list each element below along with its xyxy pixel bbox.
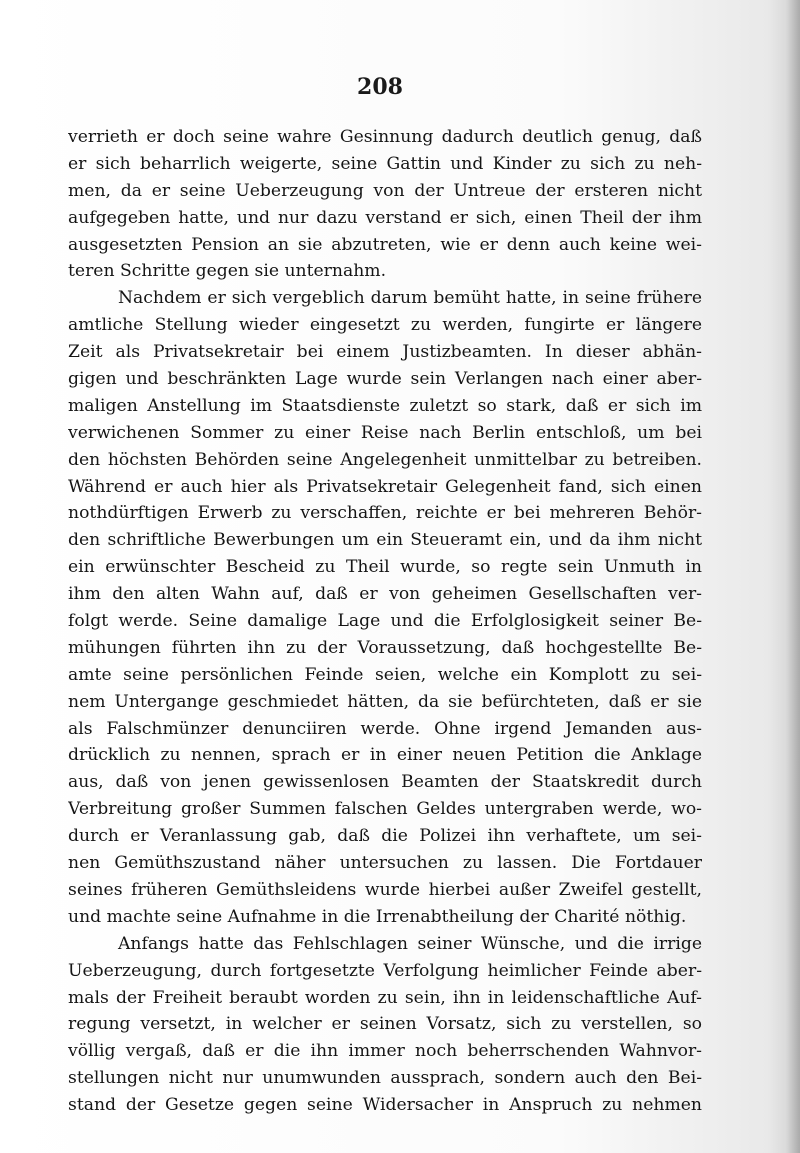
text-line: stand der Gesetze gegen seine Widersacher in Anspruch zu nehmen [68,1095,702,1116]
text-line: Während er auch hier als Privatsekretair Gelegenheit fand, sich einen [68,476,702,497]
text-line: Zeit als Privatsekretair bei einem Justizbeamten. In dieser abhän- [68,342,702,363]
text-line: den schriftliche Bewerbungen um ein Steueramt ein, und da ihm nicht [68,530,702,551]
text-line: amte seine persönlichen Feinde seien, welche ein Komplott zu sei- [68,664,702,685]
text-line: und machte seine Aufnahme in die Irrenabtheilung der Charité nöthig. [68,906,687,927]
text-line: Nachdem er sich vergeblich darum bemüht hatte, in seine frühere [118,288,702,309]
text-line: stellungen nicht nur unumwunden aussprach, sondern auch den Bei- [68,1068,702,1089]
text-line: mals der Freiheit beraubt worden zu sein, ihn in leidenschaftliche Auf- [68,987,702,1008]
text-line: ausgesetzten Pension an sie abzutreten, wie er denn auch keine wei- [68,234,702,255]
text-line: er sich beharrlich weigerte, seine Gattin und Kinder zu sich zu neh- [68,153,702,174]
text-line: verrieth er doch seine wahre Gesinnung dadurch deutlich genug, daß [68,127,702,147]
text-line: nem Untergange geschmiedet hätten, da sie befürchteten, daß er sie [68,691,702,712]
text-line: men, da er seine Ueberzeugung von der Untreue der ersteren nicht [68,180,702,201]
text-line: mühungen führten ihn zu der Voraussetzung, daß hochgestellte Be- [68,637,702,658]
text-line: regung versetzt, in welcher er seinen Vorsatz, sich zu verstellen, so [68,1014,702,1035]
text-line: nen Gemüthszustand näher untersuchen zu lassen. Die Fortdauer [68,853,702,874]
page-number: 208 [357,74,403,100]
text-line: Anfangs hatte das Fehlschlagen seiner Wünsche, und die irrige [118,933,702,954]
text-line: maligen Anstellung im Staatsdienste zuletzt so stark, daß er sich im [68,395,702,416]
text-line: völlig vergaß, daß er die ihn immer noch beherrschenden Wahnvor- [68,1041,702,1062]
body-text [68,124,702,1119]
text-line: teren Schritte gegen sie unternahm. [68,261,387,282]
text-line: seines früheren Gemüthsleidens wurde hierbei außer Zweifel gestellt, [68,879,702,900]
text-line: nothdürftigen Erwerb zu verschaffen, reichte er bei mehreren Behör- [68,503,702,524]
text-line: drücklich zu nennen, sprach er in einer neuen Petition die Anklage [68,745,702,766]
text-line: als Falschmünzer denunciiren werde. Ohne irgend Jemanden aus- [68,718,702,739]
text-line: durch er Veranlassung gab, daß die Polizei ihn verhaftete, um sei- [68,826,702,847]
text-line: Verbreitung großer Summen falschen Geldes untergraben werde, wo- [68,799,702,820]
text-line: ein erwünschter Bescheid zu Theil wurde, so regte sein Unmuth in [68,557,702,578]
text-line: aufgegeben hatte, und nur dazu verstand er sich, einen Theil der ihm [68,207,702,228]
text-line: folgt werde. Seine damalige Lage und die Erfolglosigkeit seiner Be- [68,611,702,632]
text-line: amtliche Stellung wieder eingesetzt zu werden, fungirte er längere [68,315,702,336]
text-line: aus, daß von jenen gewissenlosen Beamten der Staatskredit durch [68,772,702,793]
text-line: ihm den alten Wahn auf, daß er von geheimen Gesellschaften ver- [68,584,702,605]
text-line: den höchsten Behörden seine Angelegenheit unmittelbar zu betreiben. [68,449,702,470]
page-edge-shadow [786,0,800,1153]
text-line: Ueberzeugung, durch fortgesetzte Verfolgung heimlicher Feinde aber- [68,960,702,981]
text-line: gigen und beschränkten Lage wurde sein Verlangen nach einer aber- [68,369,702,390]
text-line: verwichenen Sommer zu einer Reise nach Berlin entschloß, um bei [68,422,702,443]
